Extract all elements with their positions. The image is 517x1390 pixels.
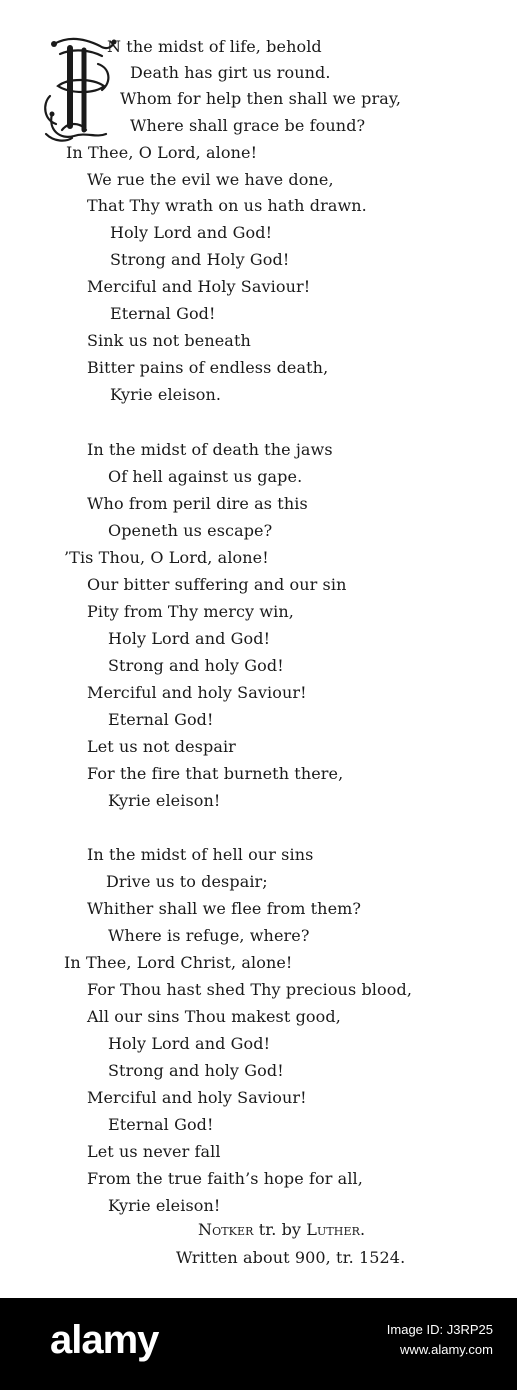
date-line: Written about 900, tr. 1524.	[176, 1248, 406, 1267]
verse-line: Pity from Thy mercy win,	[87, 602, 294, 621]
verse-line: Openeth us escape?	[108, 521, 273, 540]
verse-line: Our bitter suffering and our sin	[87, 575, 347, 594]
attribution-line	[198, 1220, 365, 1240]
verse-line: In the midst of death the jaws	[87, 440, 333, 459]
verse-line: Holy Lord and God!	[110, 223, 273, 242]
verse-line: In Thee, Lord Christ, alone!	[64, 953, 293, 972]
verse-line: Kyrie eleison.	[110, 385, 222, 404]
verse-line: Eternal God!	[110, 304, 216, 323]
verse-line: From the true faith’s hope for all,	[87, 1169, 363, 1188]
verse-line: Death has girt us round.	[130, 63, 331, 82]
verse-line: All our sins Thou makest good,	[87, 1007, 341, 1026]
verse-line: Kyrie eleison!	[108, 791, 221, 810]
verse-line: Holy Lord and God!	[108, 629, 271, 648]
verse-line: In the midst of hell our sins	[87, 845, 314, 864]
verse-line: Merciful and holy Saviour!	[87, 1088, 307, 1107]
site-url: www.alamy.com	[400, 1342, 493, 1357]
verse-line: Let us never fall	[87, 1142, 221, 1161]
verse-line: ’Tis Thou, O Lord, alone!	[64, 548, 269, 567]
verse-line: Where shall grace be found?	[130, 116, 366, 135]
verse-line: Where is refuge, where?	[108, 926, 310, 945]
verse-line: We rue the evil we have done,	[87, 170, 334, 189]
translator-name: Luther.	[306, 1220, 366, 1239]
verse-line: That Thy wrath on us hath drawn.	[87, 196, 367, 215]
verse-line: Holy Lord and God!	[108, 1034, 271, 1053]
verse-line: Eternal God!	[108, 1115, 214, 1134]
translated-by: tr. by	[258, 1220, 302, 1239]
verse-line: In Thee, O Lord, alone!	[66, 143, 258, 162]
verse-line: Sink us not beneath	[87, 331, 251, 350]
author-name: Notker	[198, 1220, 254, 1239]
verse-line: Merciful and Holy Saviour!	[87, 277, 311, 296]
verse-line: Strong and Holy God!	[110, 250, 290, 269]
verse-line: Strong and holy God!	[108, 656, 284, 675]
verse-line: Whither shall we flee from them?	[87, 899, 362, 918]
verse-line: Eternal God!	[108, 710, 214, 729]
verse-line: Drive us to despair;	[106, 872, 268, 891]
verse-line: For the fire that burneth there,	[87, 764, 344, 783]
verse-line: N the midst of life, behold	[107, 37, 322, 56]
brand-logo: alamy	[50, 1318, 159, 1362]
verse-line: Bitter pains of endless death,	[87, 358, 329, 377]
verse-line: Merciful and holy Saviour!	[87, 683, 307, 702]
verse-line: Whom for help then shall we pray,	[120, 89, 402, 108]
verse-line: Let us not despair	[87, 737, 236, 756]
verse-line: Of hell against us gape.	[108, 467, 303, 486]
verse-line: Kyrie eleison!	[108, 1196, 221, 1215]
verse-line: Who from peril dire as this	[87, 494, 308, 513]
image-id-label: Image ID: J3RP25	[386, 1322, 493, 1337]
verse-line: For Thou hast shed Thy precious blood,	[87, 980, 413, 999]
verse-line: Strong and holy God!	[108, 1061, 284, 1080]
